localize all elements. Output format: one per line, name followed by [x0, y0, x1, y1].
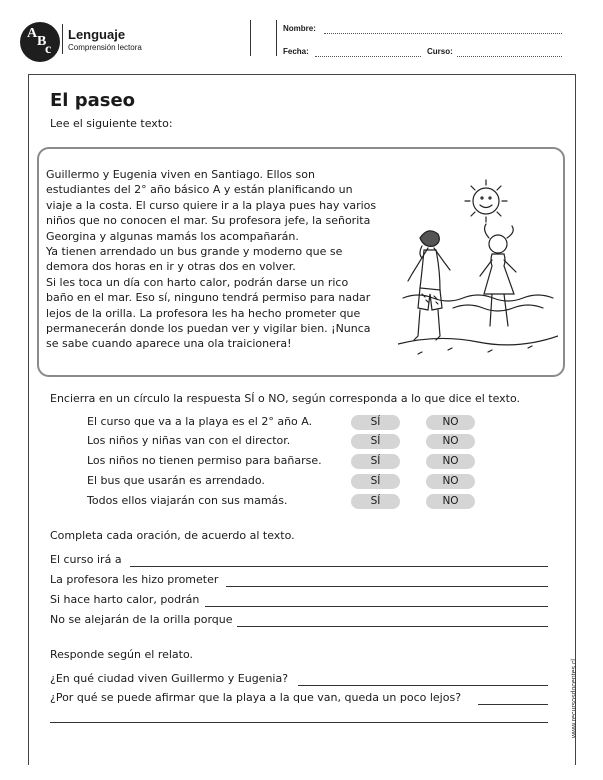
statement-text: Los niños y niñas van con el director. [87, 434, 291, 447]
beach-children-illustration [398, 176, 558, 366]
section3-instruction: Responde según el relato. [50, 648, 194, 661]
passage-line: Si les toca un día con harto calor, podrán darse un rico [46, 275, 349, 289]
page-title: El paseo [50, 90, 136, 111]
answer-line[interactable] [205, 606, 548, 607]
passage-line: Georgina y algunas mamás los acompañarán. [46, 229, 299, 243]
logo-letter-b: B [37, 34, 47, 49]
date-field[interactable] [315, 56, 421, 57]
passage-line: Ya tienen arrendado un bus grande y moderno que se [46, 245, 343, 259]
answer-line[interactable] [130, 566, 548, 567]
sentence-prompt: Si hace harto calor, podrán [50, 593, 200, 606]
header-divider [250, 20, 251, 56]
name-field[interactable] [324, 33, 562, 34]
reading-instruction: Lee el siguiente texto: [50, 117, 173, 130]
logo-letter-a: A [27, 26, 38, 41]
answer-line[interactable] [50, 722, 548, 723]
header-divider [276, 20, 277, 56]
no-option[interactable]: NO [426, 415, 475, 430]
date-label: Fecha: [283, 47, 309, 56]
boy-figure [408, 231, 450, 340]
section1-instruction: Encierra en un círculo la respuesta SÍ o NO, según corresponda a lo que dice el texto. [50, 392, 521, 405]
passage-line: permanecerán donde los puedan ver y vigilar bien. ¡Nunca [46, 322, 371, 336]
passage-line: se sabe cuando aparece una ola traicionera! [46, 337, 292, 351]
yes-option[interactable]: SÍ [351, 415, 400, 430]
answer-line[interactable] [478, 704, 548, 705]
yes-option[interactable]: SÍ [351, 474, 400, 489]
no-option[interactable]: NO [426, 434, 475, 449]
yes-option[interactable]: SÍ [351, 494, 400, 509]
yes-option[interactable]: SÍ [351, 434, 400, 449]
course-label: Curso: [427, 47, 453, 56]
course-field[interactable] [457, 56, 562, 57]
statement-text: El curso que va a la playa es el 2° año A. [87, 415, 313, 428]
website-watermark: www.recursosdocentes.cl [571, 659, 578, 738]
subject-title: Lenguaje [68, 27, 126, 42]
answer-line[interactable] [226, 586, 548, 587]
abc-logo [20, 22, 60, 62]
question-1: ¿En qué ciudad viven Guillermo y Eugenia? [50, 672, 289, 685]
subject-subtitle: Comprensión lectora [68, 43, 142, 52]
sun-icon [465, 180, 507, 222]
sentence-prompt: No se alejarán de la orilla porque [50, 613, 233, 626]
name-label: Nombre: [283, 24, 316, 33]
passage-line: baño en el mar. Eso sí, ninguno tendrá permiso para nadar [46, 291, 371, 305]
answer-line[interactable] [298, 685, 548, 686]
statement-text: Los niños no tienen permiso para bañarse. [87, 454, 322, 467]
passage-line: lejos de la orilla. La profesora les ha hecho prometer que [46, 306, 361, 320]
no-option[interactable]: NO [426, 494, 475, 509]
answer-line[interactable] [237, 626, 548, 627]
header-divider [62, 24, 63, 54]
sentence-prompt: La profesora les hizo prometer [50, 573, 219, 586]
reading-passage [46, 167, 396, 352]
passage-line: estudiantes del 2° año básico A y están planificando un [46, 183, 353, 197]
section2-instruction: Completa cada oración, de acuerdo al texto. [50, 529, 295, 542]
passage-line: viaje a la costa. El curso quiere ir a la playa pues hay varios [46, 198, 377, 212]
sentence-prompt: El curso irá a [50, 553, 122, 566]
question-2: ¿Por qué se puede afirmar que la playa a la que van, queda un poco lejos? [50, 691, 462, 704]
no-option[interactable]: NO [426, 474, 475, 489]
statement-text: El bus que usarán es arrendado. [87, 474, 265, 487]
statement-text: Todos ellos viajarán con sus mamás. [87, 494, 288, 507]
yes-option[interactable]: SÍ [351, 454, 400, 469]
passage-line: Guillermo y Eugenia viven en Santiago. Ellos son [46, 168, 315, 181]
passage-line: demora dos horas en ir y otras dos en volver. [46, 260, 296, 274]
logo-letter-c: c [45, 42, 52, 57]
passage-line: niños que no conocen el mar. Su profesora jefe, la señorita [46, 214, 371, 228]
no-option[interactable]: NO [426, 454, 475, 469]
